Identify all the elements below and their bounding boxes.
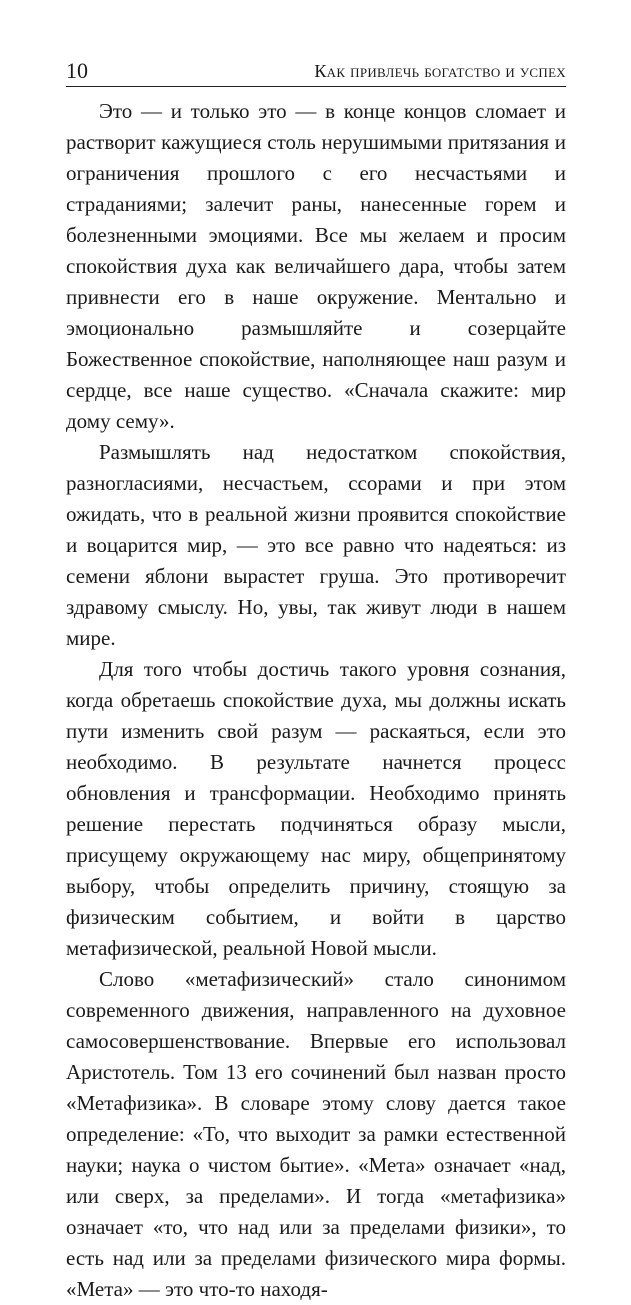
paragraph: Слово «метафизический» стало синонимом современного движения, направленного на духовное самосовершенствование. Впервые его использовал Аристотель. Том 13 его сочинений был назван просто «Метафизика». В словаре этому слову дается такое определение: «То, что выходит за рамки естественной науки; наука о чистом бытие». «Мета» означает «над, или сверх, за пределами». И тогда «метафизика» означает «то, что над или за пределами физики», то есть над или за пределами физического мира формы. «Мета» — это что-то находя-	[66, 967, 566, 1301]
paragraph: Размышлять над недостатком спокойствия, разногласиями, несчастьем, ссорами и при этом ожидать, что в реальной жизни проявится спокойствие и воцарится мир, — это все равно что надеяться: из семени яблони вырастет груша. Это противоречит здравому смыслу. Но, увы, так живут люди в нашем мире.	[66, 440, 566, 650]
header-divider	[66, 86, 566, 87]
paragraph: Это — и только это — в конце концов сломает и растворит кажущиеся столь нерушимыми притязания и ограничения прошлого с его несчастьями и страданиями; залечит раны, нанесенные горем и болезненными эмоциями. Все мы желаем и просим спокойствия духа как величайшего дара, чтобы затем привнести его в наше окружение. Ментально и эмоционально размышляйте и созерцайте Божественное спокойствие, наполняющее наш разум и сердце, все наше существо. «Сначала скажите: мир дому сему».	[66, 99, 566, 433]
paragraph: Для того чтобы достичь такого уровня сознания, когда обретаешь спокойствие духа, мы должны искать пути изменить свой разум — раскаяться, если это необходимо. В результате начнется процесс обновления и трансформации. Необходимо принять решение перестать подчиняться образу мысли, присущему окружающему нас миру, общепринятому выбору, чтобы определить причину, стоящую за физическим событием, и войти в царство метафизической, реальной Новой мысли.	[66, 657, 566, 960]
running-title: Как привлечь богатство и успех	[314, 61, 566, 81]
body-text	[66, 96, 566, 1305]
page-number: 10	[66, 58, 88, 83]
page-header	[66, 58, 566, 84]
